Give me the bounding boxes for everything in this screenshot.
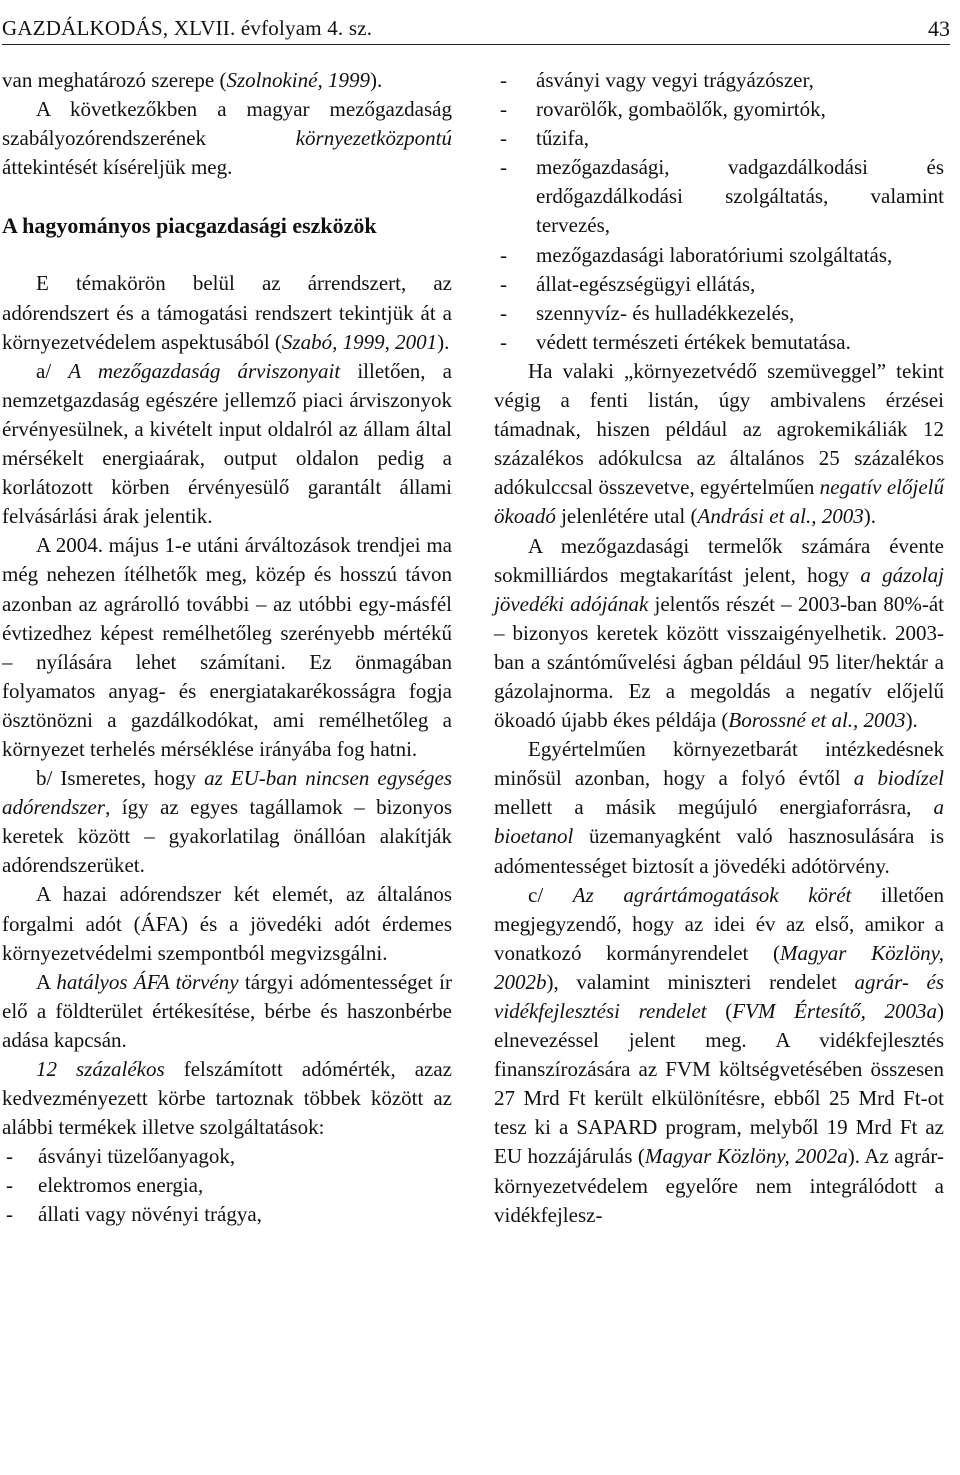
text: A mezőgazdasági termelők számára évente sokmilliárdos megtakarítást jelent, hogy bbox=[494, 533, 944, 587]
list-item: - elektromos energia, bbox=[2, 1171, 452, 1200]
text: A következőkben a magyar mezőgazdaság szabályozórendszerének bbox=[2, 97, 452, 151]
text: van meghatározó szerepe ( bbox=[2, 68, 227, 92]
text: ), valamint miniszteri rendelet bbox=[546, 969, 855, 994]
page-number: 43 bbox=[928, 16, 950, 41]
emphasis: A mezőgazdaság árviszonyait bbox=[68, 358, 341, 383]
text: E témakörön belül az árrendszert, az adórendszert és a támogatási rendszert tekintjük át a környezetvédelem aspektusából ( bbox=[2, 271, 452, 354]
text: jelenlétére utal ( bbox=[555, 504, 698, 529]
citation: Szolnokiné, 1999 bbox=[226, 68, 370, 92]
citation: Magyar Közlöny, 2002a bbox=[644, 1144, 848, 1169]
section-heading: A hagyományos piacgazdasági eszközök bbox=[2, 213, 377, 239]
citation: FVM Értesítő, 2003a bbox=[732, 999, 937, 1023]
list-item: - szennyvíz- és hulladékkezelés, bbox=[494, 299, 944, 328]
paragraph bbox=[494, 532, 944, 736]
citation: Andrási et al., 2003 bbox=[697, 504, 864, 529]
paragraph bbox=[2, 357, 452, 532]
emphasis: a gázolaj jövedéki adójának bbox=[494, 562, 944, 616]
text: c/ bbox=[528, 882, 573, 907]
list-item: - ásványi tüzelőanyagok, bbox=[2, 1142, 452, 1171]
list-item: - mezőgazdasági laboratóriumi szolgáltatás, bbox=[494, 241, 944, 270]
list-item: - rovarölők, gombaölők, gyomirtók, bbox=[494, 95, 944, 124]
text: illetően, a nemzetgazdaság egészére jellemző piaci árviszonyok érvényesülnek, a kivételt input oldalról az állam által mérsékelt energiaárak, output oldalon pedig a korlátozott körben érvényesülő garantált állami felvásárlási árak jelentik. bbox=[2, 358, 453, 529]
running-header bbox=[2, 10, 950, 45]
emphasis: negatív előjelű ökoadó bbox=[494, 475, 944, 529]
text: ). bbox=[437, 329, 450, 354]
citation: Magyar Közlöny, 2002b bbox=[494, 940, 944, 994]
dash-list bbox=[494, 66, 944, 357]
right-column bbox=[494, 66, 944, 1230]
text: Ha valaki „környezetvédő szemüveggel” tekint végig a fenti listán, úgy ambivalens érzései támadnak, hiszen például az agrokemikáliák 12 százalékos adókulcsa az általános 25 százalékos adókulccsal összevetve, egyértelműen bbox=[494, 358, 944, 500]
text: tárgyi adómentességet ír elő a földterület értékesítése, bérbe és haszonbérbe adása kapcsán. bbox=[2, 969, 452, 1052]
left-column bbox=[2, 66, 452, 1230]
list-item: - védett természeti értékek bemutatása. bbox=[494, 328, 944, 357]
citation: Szabó, 1999, 2001 bbox=[281, 329, 438, 354]
emphasis: a biodízel bbox=[853, 766, 945, 791]
paragraph bbox=[494, 357, 944, 532]
citation: Borossné et al., 2003 bbox=[728, 708, 906, 733]
emphasis: Az agrártámogatások körét bbox=[572, 882, 852, 907]
emphasis: az EU-ban nincsen egységes adórendszer bbox=[2, 766, 453, 820]
text: illetően megjegyzendő, hogy az idei év az első, amikor a vonatkozó kormányrendelet ( bbox=[494, 882, 945, 965]
emphasis: agrár- és vidékfejlesztési rendelet bbox=[494, 969, 944, 1023]
text: b/ Ismeretes, hogy bbox=[36, 766, 205, 791]
paragraph bbox=[2, 66, 452, 95]
emphasis: a bioetanol bbox=[494, 795, 944, 849]
paragraph bbox=[2, 95, 452, 182]
paragraph: A hazai adórendszer két elemét, az általános forgalmi adót (ÁFA) és a jövedéki adót érdemes környezetvédelmi szempontból megvizsgálni. bbox=[2, 882, 452, 965]
paragraph bbox=[494, 735, 944, 880]
text: felszámított adómérték, azaz kedvezményezett körbe tartoznak többek között az alábbi termékek illetve szolgáltatások: bbox=[2, 1057, 453, 1140]
list-item: - mezőgazdasági, vadgazdálkodási és erdőgazdálkodási szolgáltatás, valamint tervezés, bbox=[494, 153, 944, 240]
list-item: - tűzifa, bbox=[494, 124, 944, 153]
emphasis: hatályos ÁFA törvény bbox=[56, 969, 239, 994]
text: ). Az agrár-környezetvédelem egyelőre nem integrálódott a vidékfejlesz- bbox=[494, 1144, 944, 1227]
text: áttekintését kíséreljük meg. bbox=[2, 155, 233, 180]
paragraph bbox=[2, 1055, 452, 1142]
paragraph bbox=[2, 269, 452, 356]
text: jelentős részét – 2003-ban 80%-át – bizonyos keretek között visszaigényelhetik. 2003-ban a szántóművelési ágban például 95 liter/hektár a gázolajnorma. Ez a megoldás a negatív előjelű ökoadó újabb ékes példája ( bbox=[494, 591, 944, 733]
paragraph bbox=[494, 881, 944, 1230]
text: ( bbox=[706, 999, 733, 1023]
journal-title: GAZDÁLKODÁS, XLVII. évfolyam 4. sz. bbox=[2, 16, 373, 40]
paragraph bbox=[2, 764, 452, 880]
text: ) elnevezéssel jelent meg. A vidékfejlesztés finanszírozására az FVM költségvetésében összesen 27 Mrd Ft került elkülönítésre, ebből 25 Mrd Ft-ot tesz ki a SAPARD program, melyből 19 Mrd Ft az EU hozzájárulás ( bbox=[494, 999, 944, 1169]
paragraph: A 2004. május 1-e utáni árváltozások trendjei ma még nehezen ítélhetők meg, közép és hosszú távon azonban az agrárolló további – az utóbbi egy-másfél évtizedhez képest remélhetőleg szerényebb mértékű – nyílására lehet számítani. Ez önmagában folyamatos anyag- és energiatakarékosságra fogja ösztönözni a gazdálkodókat, ami remélhetőleg a környezet terhelés mérséklése irányába fog hatni. bbox=[2, 533, 452, 761]
dash-list bbox=[2, 1142, 452, 1229]
text: Egyértelműen környezetbarát intézkedésnek minősül azonban, hogy a folyó évtől bbox=[494, 737, 944, 791]
text: A bbox=[36, 969, 57, 994]
text: a/ bbox=[36, 358, 69, 383]
text: mellett a másik megújuló energiaforrásra, bbox=[494, 795, 934, 820]
text: ). bbox=[905, 708, 918, 733]
text: üzemanyagként való hasznosulására is adómentességet biztosít a jövedéki adótörvény. bbox=[494, 824, 944, 878]
list-item: - állat-egészségügyi ellátás, bbox=[494, 270, 944, 299]
list-item: - állati vagy növényi trágya, bbox=[2, 1200, 452, 1229]
paragraph bbox=[2, 968, 452, 1055]
list-item: - ásványi vagy vegyi trágyázószer, bbox=[494, 66, 944, 95]
emphasis: 12 százalékos bbox=[36, 1057, 165, 1081]
text: ). bbox=[863, 504, 876, 529]
text: ). bbox=[369, 68, 383, 92]
text: , így az egyes tagállamok – bizonyos keretek között – gyakorlatilag önállóan alakítják adórendszerüket. bbox=[2, 795, 452, 878]
emphasis: környezetközpontú bbox=[295, 126, 452, 151]
